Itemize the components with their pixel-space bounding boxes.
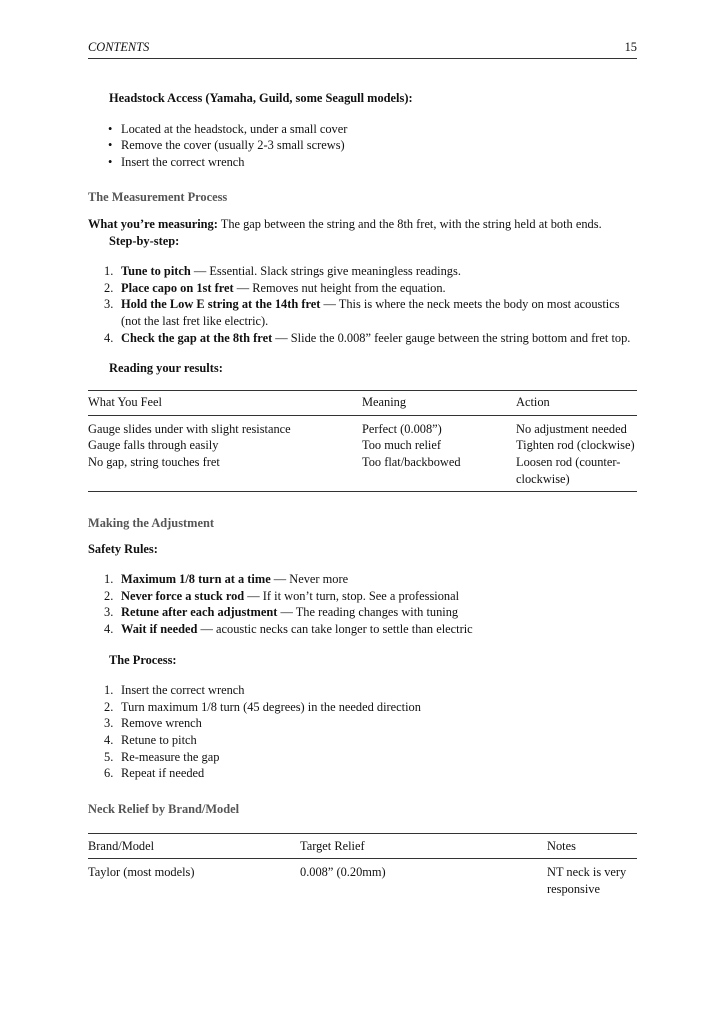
list-item: 2. Never force a stuck rod — If it won’t turn, stop. See a professional (104, 588, 460, 603)
list-item: 6. Repeat if needed (104, 766, 205, 781)
what-measuring-paragraph (88, 216, 637, 233)
process-title: The Process: (109, 652, 177, 667)
column-header: Action (516, 390, 637, 415)
column-header: Brand/Model (88, 834, 300, 859)
table-cell: No gap, string touches fret (88, 454, 362, 492)
list-item: 2. Turn maximum 1/8 turn (45 degrees) in the needed direction (104, 699, 421, 714)
table-cell: Perfect (0.008”) (362, 421, 442, 436)
section-heading-neck-relief: Neck Relief by Brand/Model (88, 801, 240, 816)
list-item: • Insert the correct wrench (108, 154, 245, 169)
headstock-access-title: Headstock Access (Yamaha, Guild, some Seagull models): (109, 91, 413, 105)
what-measuring-text: The gap between the string and the 8th fret, with the string held at both ends. (217, 216, 602, 231)
table-row (88, 454, 637, 492)
list-item: 3. Hold the Low E string at the 14th fret — This is where the neck meets the body on most acoustics (not the last fret like electric). (104, 297, 620, 328)
headstock-bullet-list (88, 121, 637, 171)
list-item: 4. Wait if needed — acoustic necks can take longer to settle than electric (104, 622, 473, 637)
table-cell: Taylor (most models) (88, 865, 195, 880)
table-cell: Too much relief (362, 438, 441, 453)
step-by-step-title: Step-by-step: (109, 233, 180, 248)
list-item: 4. Retune to pitch (104, 733, 197, 748)
list-item: 4. Check the gap at the 8th fret — Slide the 0.008” feeler gauge between the string bottom and fret top. (104, 330, 631, 345)
neck-relief-table (88, 833, 637, 897)
reading-results-title: Reading your results: (109, 361, 223, 376)
table-header-row (88, 390, 637, 415)
table-row (88, 437, 637, 454)
process-steps-list (88, 682, 637, 782)
bullet-icon: • (108, 154, 113, 169)
running-header-title: CONTENTS (88, 40, 150, 55)
results-table (88, 390, 637, 492)
table-cell: Loosen rod (counter-clockwise) (516, 454, 637, 492)
safety-rules-list (88, 571, 637, 637)
list-item: 1. Maximum 1/8 turn at a time — Never more (104, 572, 349, 587)
table-row (88, 859, 637, 898)
section-heading-adjustment: Making the Adjustment (88, 516, 214, 531)
list-item: • Located at the headstock, under a small cover (108, 121, 348, 136)
table-cell: NT neck is very responsive (547, 865, 627, 896)
list-item: 5. Re-measure the gap (104, 749, 220, 764)
column-header: Target Relief (300, 834, 547, 859)
list-item: 1. Tune to pitch — Essential. Slack strings give meaningless readings. (104, 264, 461, 279)
bullet-icon: • (108, 138, 113, 153)
document-page (88, 38, 637, 898)
bullet-icon: • (108, 121, 113, 136)
column-header: Notes (547, 834, 637, 859)
list-item: 3. Remove wrench (104, 716, 202, 731)
page-number: 15 (624, 40, 637, 55)
list-item: • Remove the cover (usually 2-3 small screws) (108, 138, 345, 153)
table-cell: Tighten rod (clockwise) (516, 438, 635, 453)
list-item: 2. Place capo on 1st fret — Removes nut height from the equation. (104, 280, 446, 295)
measurement-steps-list (88, 263, 637, 346)
safety-rules-title: Safety Rules: (88, 541, 158, 556)
what-measuring-label: What you’re measuring: (88, 216, 218, 231)
list-item: 3. Retune after each adjustment — The reading changes with tuning (104, 605, 459, 620)
column-header: What You Feel (88, 390, 362, 415)
section-heading-measurement: The Measurement Process (88, 190, 228, 205)
table-row (88, 415, 637, 437)
table-cell: 0.008” (0.20mm) (300, 865, 386, 880)
list-item: 1. Insert the correct wrench (104, 683, 245, 698)
table-cell: Gauge falls through easily (88, 438, 219, 453)
table-cell: Gauge slides under with slight resistance (88, 421, 291, 436)
table-header-row (88, 834, 637, 859)
running-header (88, 38, 637, 59)
column-header: Meaning (362, 390, 516, 415)
table-cell: Too flat/backbowed (362, 454, 516, 492)
table-cell: No adjustment needed (516, 421, 627, 436)
